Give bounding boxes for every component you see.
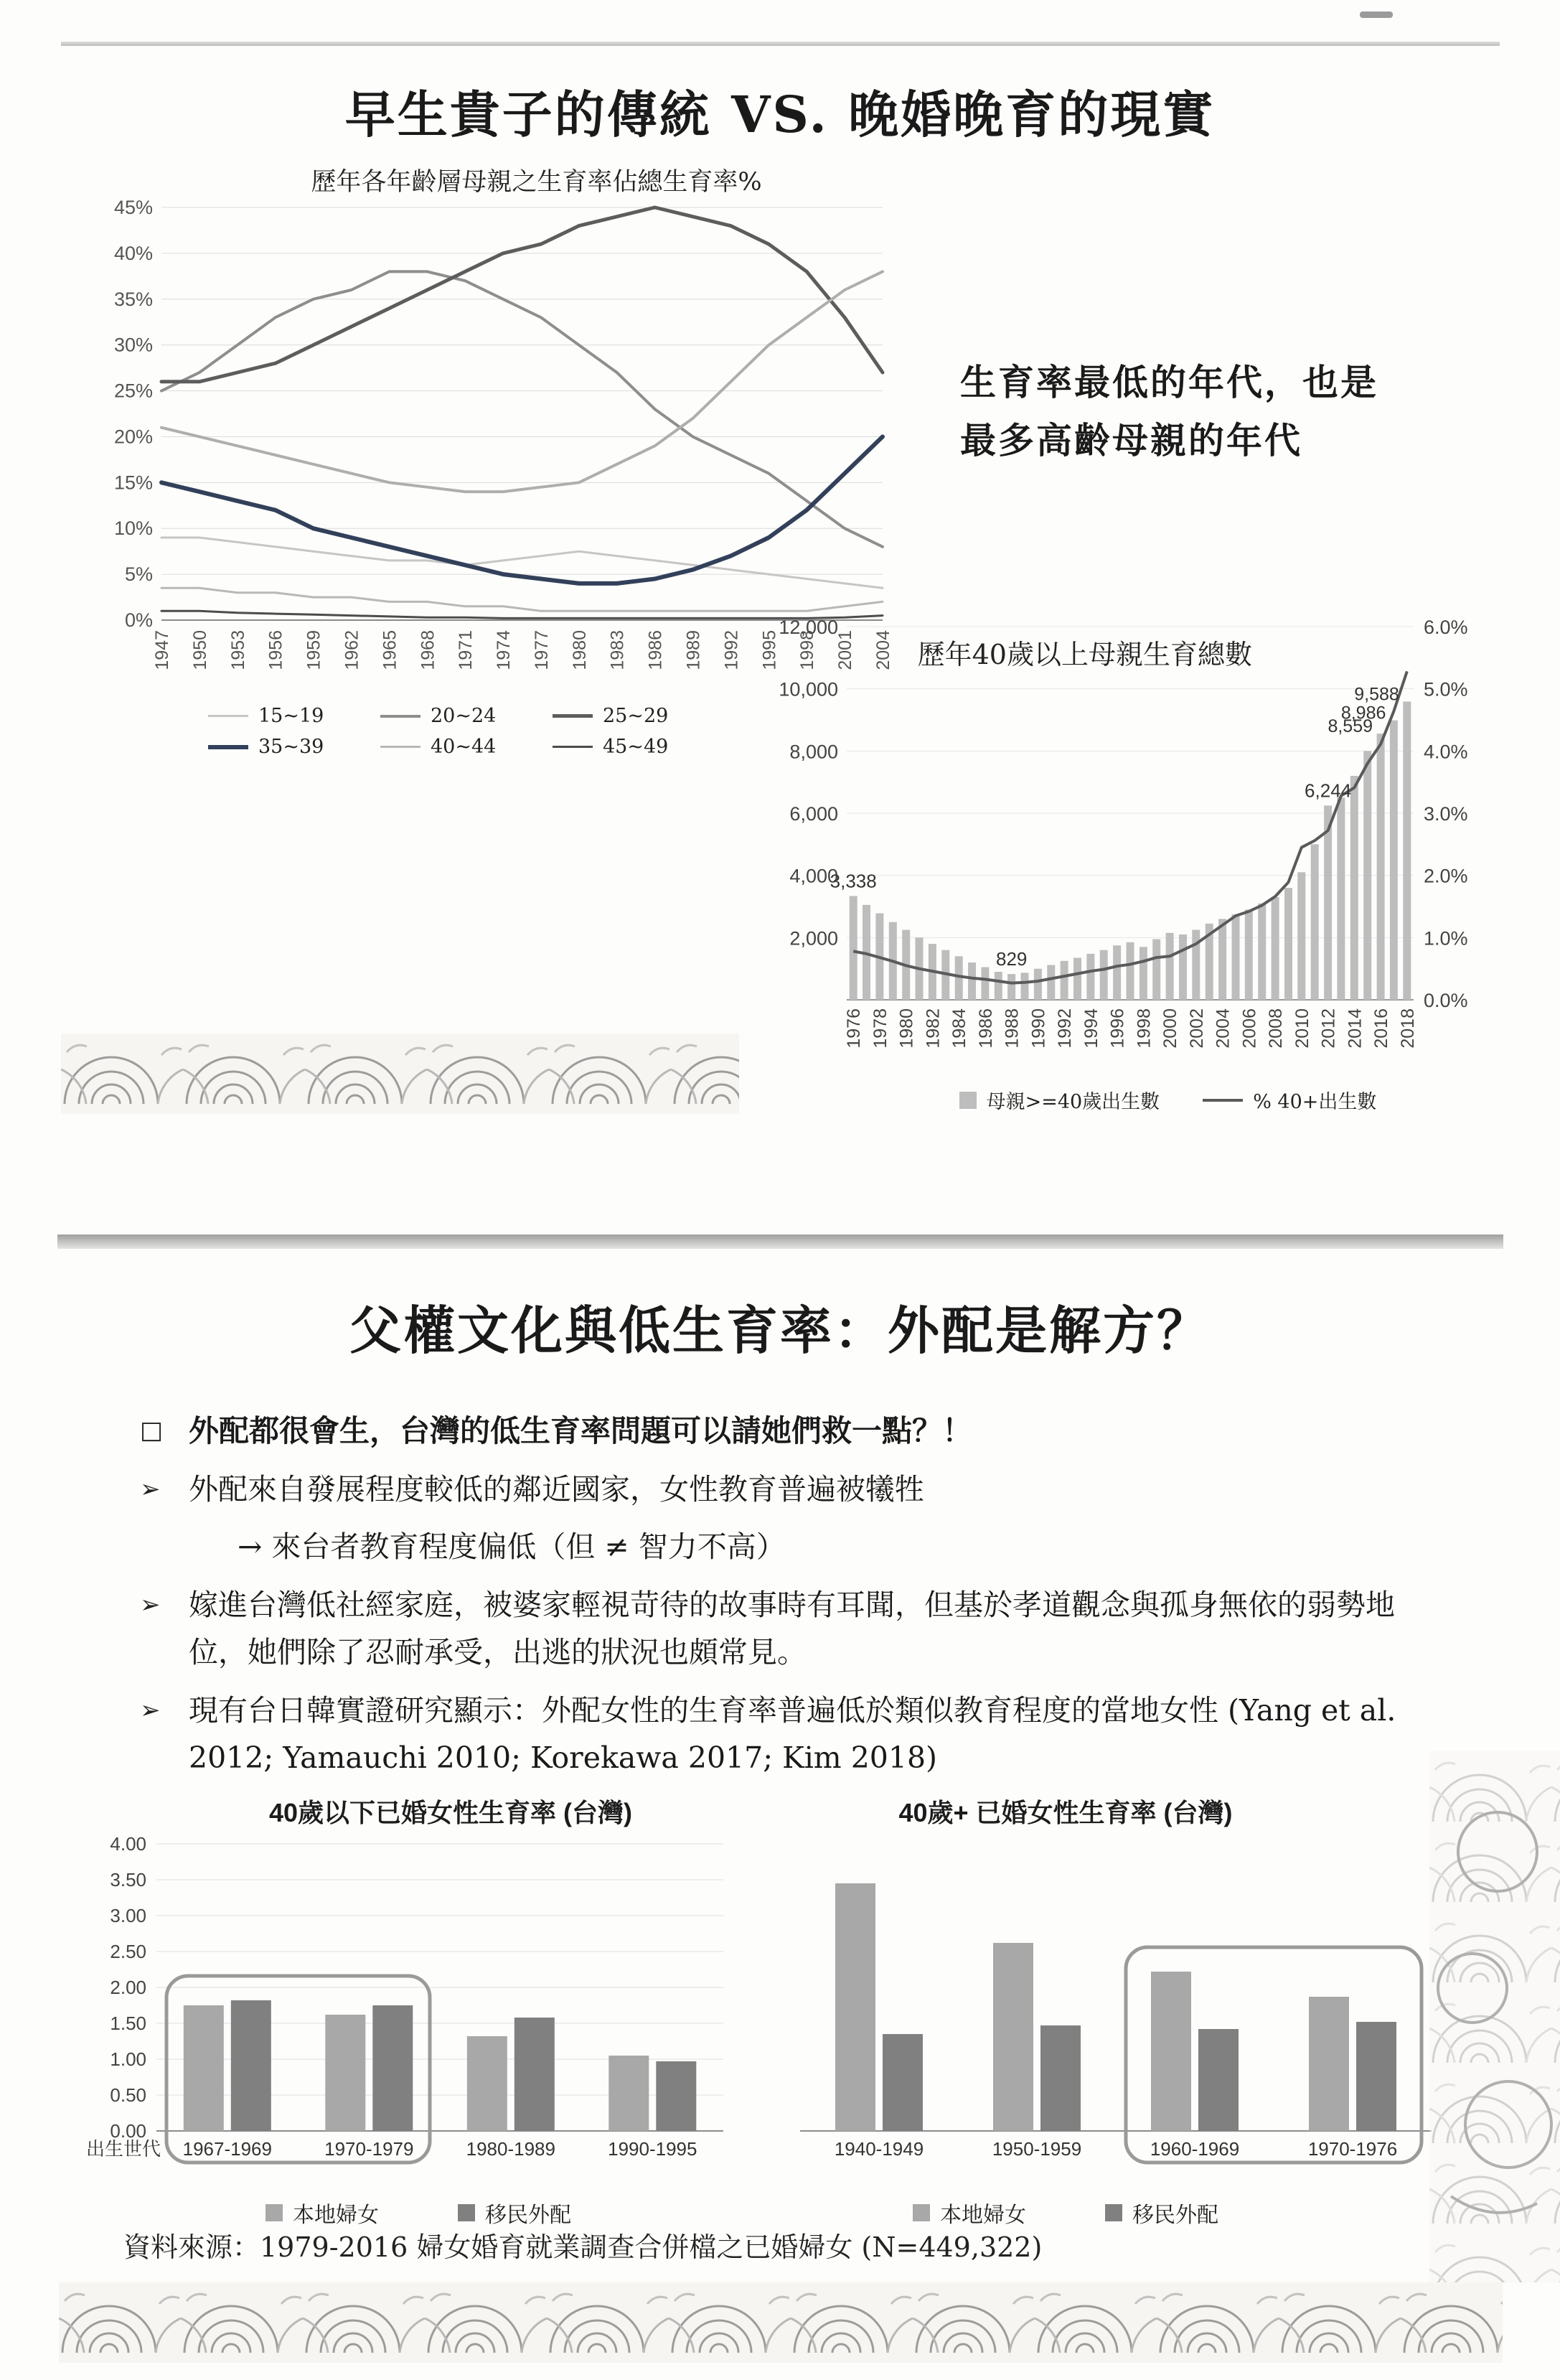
svg-text:3.50: 3.50 [110,1869,146,1891]
svg-text:1950: 1950 [189,630,210,670]
svg-text:出生世代: 出生世代 [86,2139,161,2160]
scan-artifact [1360,11,1393,18]
over40-fertility-legend [761,2197,1478,2229]
svg-text:1.50: 1.50 [110,2013,146,2034]
bullet-text: 外配來自發展程度較低的鄰近國家，女性教育普遍被犧牲 [189,1472,924,1507]
svg-text:1968: 1968 [418,630,438,670]
svg-text:2001: 2001 [835,630,856,670]
legend-item [208,705,380,727]
svg-text:5%: 5% [124,563,153,586]
legend-swatch [208,745,248,749]
svg-text:1.00: 1.00 [110,2048,146,2070]
legend-label: 15~19 [258,705,324,727]
svg-text:1998: 1998 [1134,1008,1155,1049]
svg-text:25%: 25% [113,380,153,402]
svg-text:4,000: 4,000 [789,865,838,887]
svg-text:1980: 1980 [896,1008,917,1049]
legend-swatch [553,746,593,748]
svg-text:2004: 2004 [873,630,893,670]
legend-label: 移民外配 [1132,2203,1218,2227]
legend-label: 25~29 [603,705,669,727]
svg-text:1940-1949: 1940-1949 [834,2138,924,2160]
legend-label: 母親>=40歲出生數 [986,1091,1160,1113]
legend-label: 40~44 [431,736,497,758]
slide1-annotation [960,353,1378,469]
svg-text:20%: 20% [113,426,153,448]
svg-text:1978: 1978 [870,1008,891,1049]
svg-text:10,000: 10,000 [779,678,838,701]
slide1-title: 早生貴子的傳統 VS. 晚婚晚育的現實 [344,85,1216,144]
svg-text:9,588: 9,588 [1354,684,1399,705]
over40-fertility-chart [761,1793,1478,2229]
svg-text:2010: 2010 [1292,1008,1312,1049]
svg-text:40%: 40% [113,242,153,264]
svg-text:5.0%: 5.0% [1424,678,1468,701]
svg-text:1959: 1959 [304,630,324,670]
legend-item [208,736,380,758]
svg-text:1986: 1986 [975,1008,996,1049]
legend-label: 移民外配 [485,2203,571,2227]
svg-text:1980: 1980 [569,630,590,670]
svg-text:2.50: 2.50 [110,1941,146,1962]
svg-text:1980-1989: 1980-1989 [466,2138,555,2160]
svg-text:8,000: 8,000 [789,741,838,763]
legend-swatch [266,2204,283,2221]
legend-item [380,736,553,758]
svg-text:1996: 1996 [1107,1008,1128,1049]
bullet-text: 嫁進台灣低社經家庭，被婆家輕視苛待的故事時有耳聞，但基於孝道觀念與孤身無依的弱勢地位，她們除了忍耐承受，出逃的狀況也頗常見。 [189,1587,1395,1670]
svg-text:1962: 1962 [342,630,362,670]
svg-text:1947: 1947 [152,630,172,670]
bullet-item [189,1523,1403,1570]
svg-text:1990: 1990 [1028,1008,1049,1049]
svg-text:歷年40歲以上母親生育總數: 歷年40歲以上母親生育總數 [917,639,1252,670]
legend-item [553,736,725,758]
bullet-item [140,1407,1403,1456]
svg-text:12,000: 12,000 [779,617,838,638]
svg-text:1986: 1986 [645,630,666,670]
bullet-marker: ➢ [140,1475,161,1504]
svg-text:1956: 1956 [266,630,286,670]
wave-decoration-bottom [59,2282,1503,2363]
svg-text:1960-1969: 1960-1969 [1150,2138,1240,2160]
source-note: 資料來源：1979-2016 婦女婚育就業調查合併檔之已婚婦女 (N=449,322) [123,2231,1043,2263]
svg-text:8,986: 8,986 [1340,703,1386,723]
svg-text:1970-1979: 1970-1979 [324,2138,414,2160]
svg-text:6,000: 6,000 [789,803,838,825]
under40-fertility-legend [85,2197,752,2229]
svg-text:829: 829 [996,948,1028,970]
svg-text:6.0%: 6.0% [1424,617,1468,638]
scan-separator-middle [57,1234,1503,1249]
svg-text:1976: 1976 [844,1008,865,1049]
svg-text:15%: 15% [113,472,153,494]
svg-text:2012: 2012 [1318,1008,1339,1049]
over40-fertility-plot [761,1833,1478,2174]
svg-text:4.00: 4.00 [110,1833,146,1855]
scan-separator-top [61,42,1500,46]
svg-text:1974: 1974 [494,630,514,670]
over40-fertility-title: 40歲+ 已婚女性生育率 (台灣) [898,1798,1233,1827]
svg-text:1995: 1995 [759,630,780,670]
legend-swatch [1203,1099,1243,1102]
legend-swatch [208,715,248,717]
svg-text:2016: 2016 [1371,1008,1392,1049]
over40-births-legend [775,1086,1525,1114]
annotation-line: 最多高齡母親的年代 [960,419,1302,462]
legend-item [1203,1086,1376,1114]
legend-swatch [380,715,420,718]
svg-text:2.0%: 2.0% [1424,865,1468,887]
bullet-item [140,1466,1403,1513]
svg-text:2000: 2000 [1160,1008,1181,1049]
bullet-text: 外配都很會生，台灣的低生育率問題可以請她們救一點？！ [189,1413,973,1448]
svg-text:3.00: 3.00 [110,1905,146,1926]
svg-text:2008: 2008 [1266,1008,1287,1049]
svg-text:0.00: 0.00 [110,2120,146,2142]
legend-item [266,2197,379,2229]
bullet-list [140,1407,1403,1791]
legend-item [553,705,725,727]
svg-text:2004: 2004 [1213,1008,1234,1049]
age-share-chart-title: 歷年各年齡層母親之生育率佔總生育率% [311,168,762,197]
legend-item [458,2197,571,2229]
svg-text:1988: 1988 [1002,1008,1023,1049]
svg-text:0.0%: 0.0% [1424,990,1468,1011]
over40-births-chart [775,606,1525,1114]
svg-text:1994: 1994 [1081,1008,1101,1049]
bullet-marker: ➢ [140,1590,161,1619]
under40-fertility-chart [85,1793,752,2229]
legend-swatch [913,2204,930,2221]
bullet-marker: ➢ [140,1695,161,1725]
legend-item [380,705,553,727]
svg-text:1998: 1998 [797,630,818,670]
legend-swatch [380,746,420,748]
bullet-item [140,1581,1403,1677]
svg-text:2002: 2002 [1186,1008,1207,1049]
svg-text:1.0%: 1.0% [1424,927,1468,950]
legend-label: 20~24 [431,705,497,727]
svg-text:1971: 1971 [456,630,476,670]
bullet-marker [189,1523,238,1570]
svg-text:30%: 30% [113,334,153,356]
svg-text:1989: 1989 [683,630,704,670]
legend-label: 本地婦女 [940,2203,1026,2227]
svg-text:2006: 2006 [1239,1008,1260,1049]
dragon-artwork [1429,1751,1560,2282]
slide2-title: 父權文化與低生育率：外配是解方？ [349,1300,1211,1361]
legend-swatch [959,1092,977,1109]
svg-text:4.0%: 4.0% [1424,741,1468,763]
svg-text:1967-1969: 1967-1969 [182,2138,272,2160]
legend-label: 35~39 [258,736,324,758]
svg-text:2018: 2018 [1397,1008,1418,1049]
svg-text:6,244: 6,244 [1305,779,1352,802]
svg-text:1953: 1953 [227,630,248,670]
svg-text:1990-1995: 1990-1995 [608,2138,697,2160]
legend-item [1105,2197,1218,2229]
annotation-line: 生育率最低的年代，也是 [960,361,1378,403]
svg-text:1982: 1982 [923,1008,944,1049]
svg-text:1983: 1983 [607,630,628,670]
svg-text:1992: 1992 [1055,1008,1076,1049]
legend-item [959,1086,1160,1114]
svg-text:1992: 1992 [721,630,742,670]
legend-label: 本地婦女 [293,2203,379,2227]
svg-text:1977: 1977 [531,630,552,670]
svg-text:1965: 1965 [380,630,400,670]
bullet-text: 現有台日韓實證研究顯示：外配女性的生育率普遍低於類似教育程度的當地女性 (Yang et al. 2012; Yamauchi 2010; Korekawa 2017; Kim 2018) [189,1692,1396,1776]
svg-text:0.50: 0.50 [110,2084,146,2106]
svg-text:2014: 2014 [1345,1008,1366,1049]
bullet-marker: □ [140,1416,164,1445]
svg-text:3.0%: 3.0% [1424,803,1468,825]
bullet-text: → 來台者教育程度偏低（但 ≠ 智力不高） [238,1529,786,1565]
svg-text:3,338: 3,338 [830,870,877,892]
over40-births-plot [775,606,1525,1073]
svg-text:45%: 45% [113,197,153,218]
under40-fertility-title: 40歲以下已婚女性生育率 (台灣) [268,1798,633,1827]
under40-fertility-plot [85,1833,752,2174]
svg-text:1984: 1984 [949,1008,970,1049]
legend-swatch [458,2204,475,2221]
wave-decoration-left [61,1034,739,1114]
legend-item [913,2197,1026,2229]
svg-text:2,000: 2,000 [789,927,838,950]
svg-text:1950-1959: 1950-1959 [992,2138,1082,2160]
svg-text:2.00: 2.00 [110,1977,146,1998]
svg-text:35%: 35% [113,288,153,310]
legend-label: % 40+出生數 [1253,1091,1377,1113]
svg-text:1970-1976: 1970-1976 [1307,2138,1398,2160]
legend-swatch [1105,2204,1122,2221]
bullet-item [140,1687,1403,1782]
svg-text:0%: 0% [124,609,153,631]
svg-text:8,559: 8,559 [1328,716,1373,737]
legend-swatch [553,714,593,718]
legend-label: 45~49 [603,736,669,758]
svg-text:10%: 10% [113,517,153,540]
